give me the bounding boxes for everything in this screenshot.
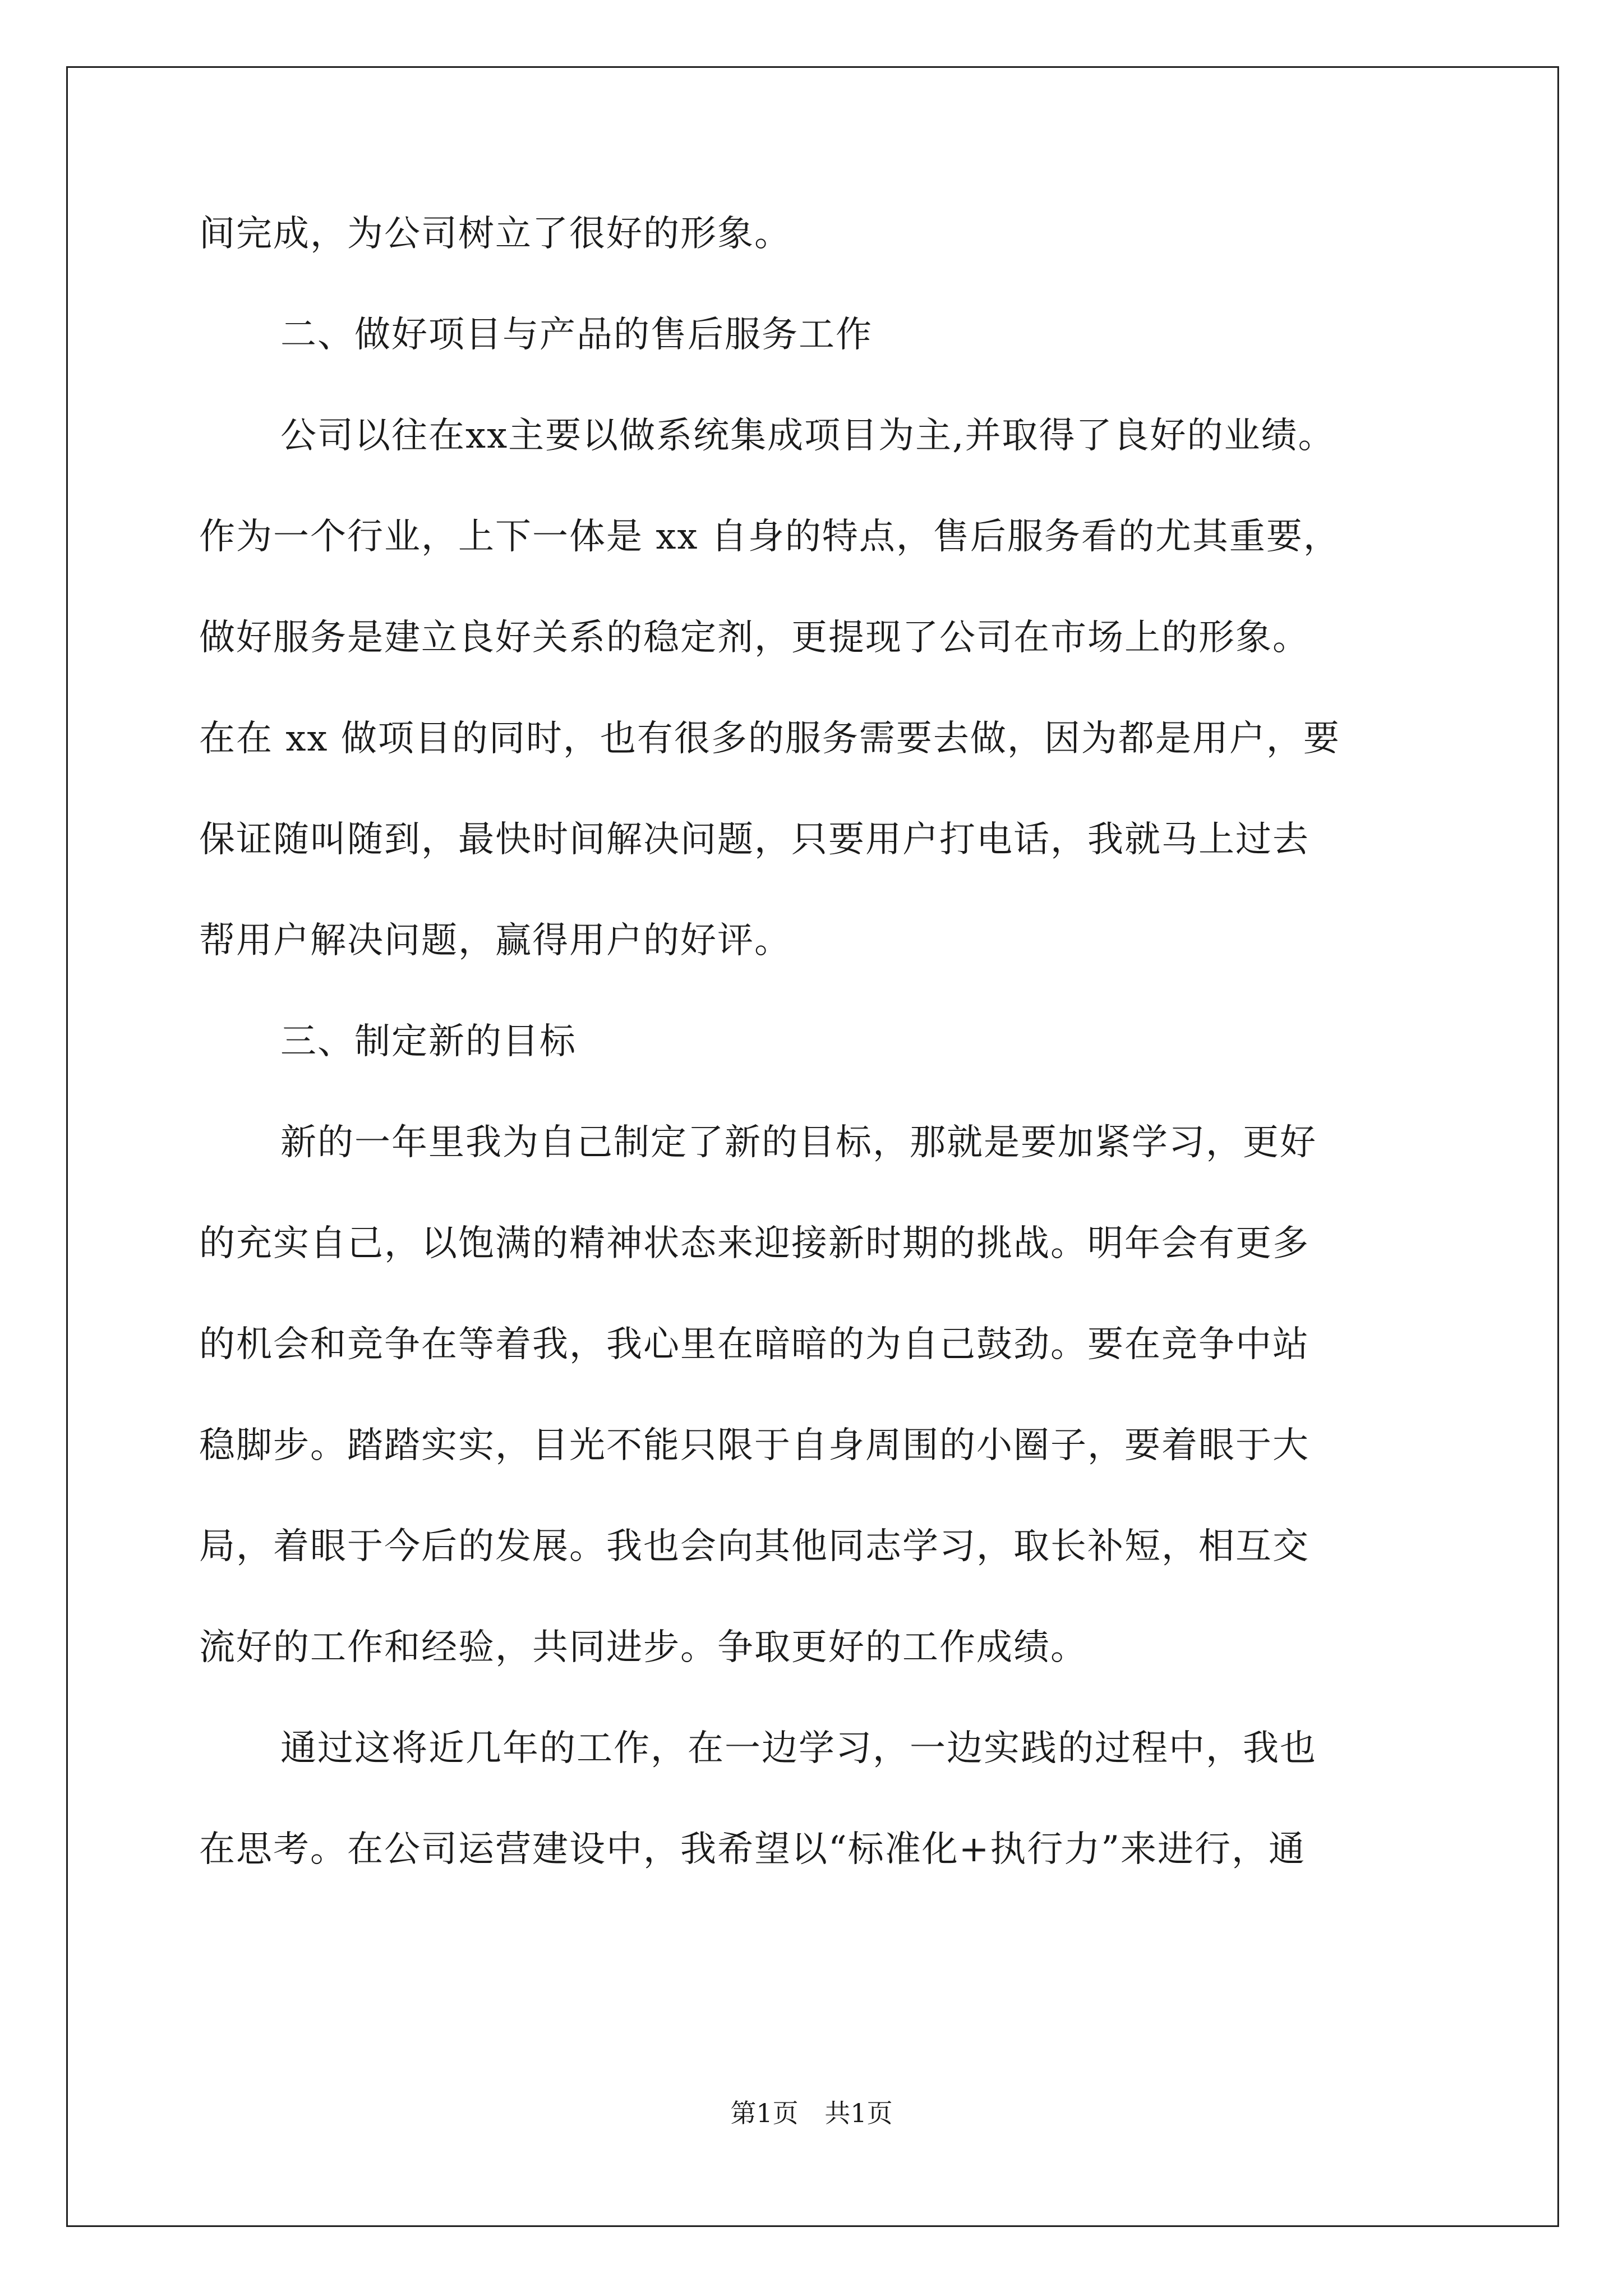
text-line: 在在 xx 做项目的同时，也有很多的服务需要去做，因为都是用户，要 — [199, 718, 1340, 760]
section-heading: 二、做好项目与产品的售后服务工作 — [280, 314, 873, 356]
text-line: 保证随叫随到，最快时间解决问题，只要用户打电话，我就马上过去 — [199, 819, 1310, 861]
page-number: 第1页 — [730, 2098, 799, 2128]
text-line: 在思考。在公司运营建设中，我希望以“标准化+执行力”来进行，通 — [199, 1829, 1306, 1870]
text-line: 作为一个行业，上下一体是 xx 自身的特点，售后服务看的尤其重要， — [199, 516, 1340, 558]
text-line: 做好服务是建立良好关系的稳定剂，更提现了公司在市场上的形象。 — [199, 617, 1310, 659]
text-line: 的充实自己，以饱满的精神状态来迎接新时期的挑战。明年会有更多 — [199, 1223, 1310, 1264]
section-heading: 三、制定新的目标 — [280, 1021, 577, 1062]
text-line: 间完成，为公司树立了很好的形象。 — [199, 213, 791, 255]
text-line: 通过这将近几年的工作，在一边学习，一边实践的过程中，我也 — [280, 1728, 1317, 1769]
text-line: 公司以往在xx主要以做系统集成项目为主,并取得了良好的业绩。 — [280, 415, 1335, 457]
text-line: 的机会和竞争在等着我，我心里在暗暗的为自己鼓劲。要在竞争中站 — [199, 1324, 1310, 1365]
total-pages: 共1页 — [824, 2098, 893, 2128]
text-line: 新的一年里我为自己制定了新的目标，那就是要加紧学习，更好 — [280, 1122, 1317, 1163]
text-line: 帮用户解决问题，赢得用户的好评。 — [199, 920, 791, 961]
text-line: 局，着眼于今后的发展。我也会向其他同志学习，取长补短，相互交 — [199, 1526, 1310, 1567]
text-line: 流好的工作和经验，共同进步。争取更好的工作成绩。 — [199, 1627, 1087, 1668]
text-line: 稳脚步。踏踏实实，目光不能只限于自身周围的小圈子，要着眼于大 — [199, 1425, 1310, 1466]
page-footer — [0, 2096, 1623, 2130]
